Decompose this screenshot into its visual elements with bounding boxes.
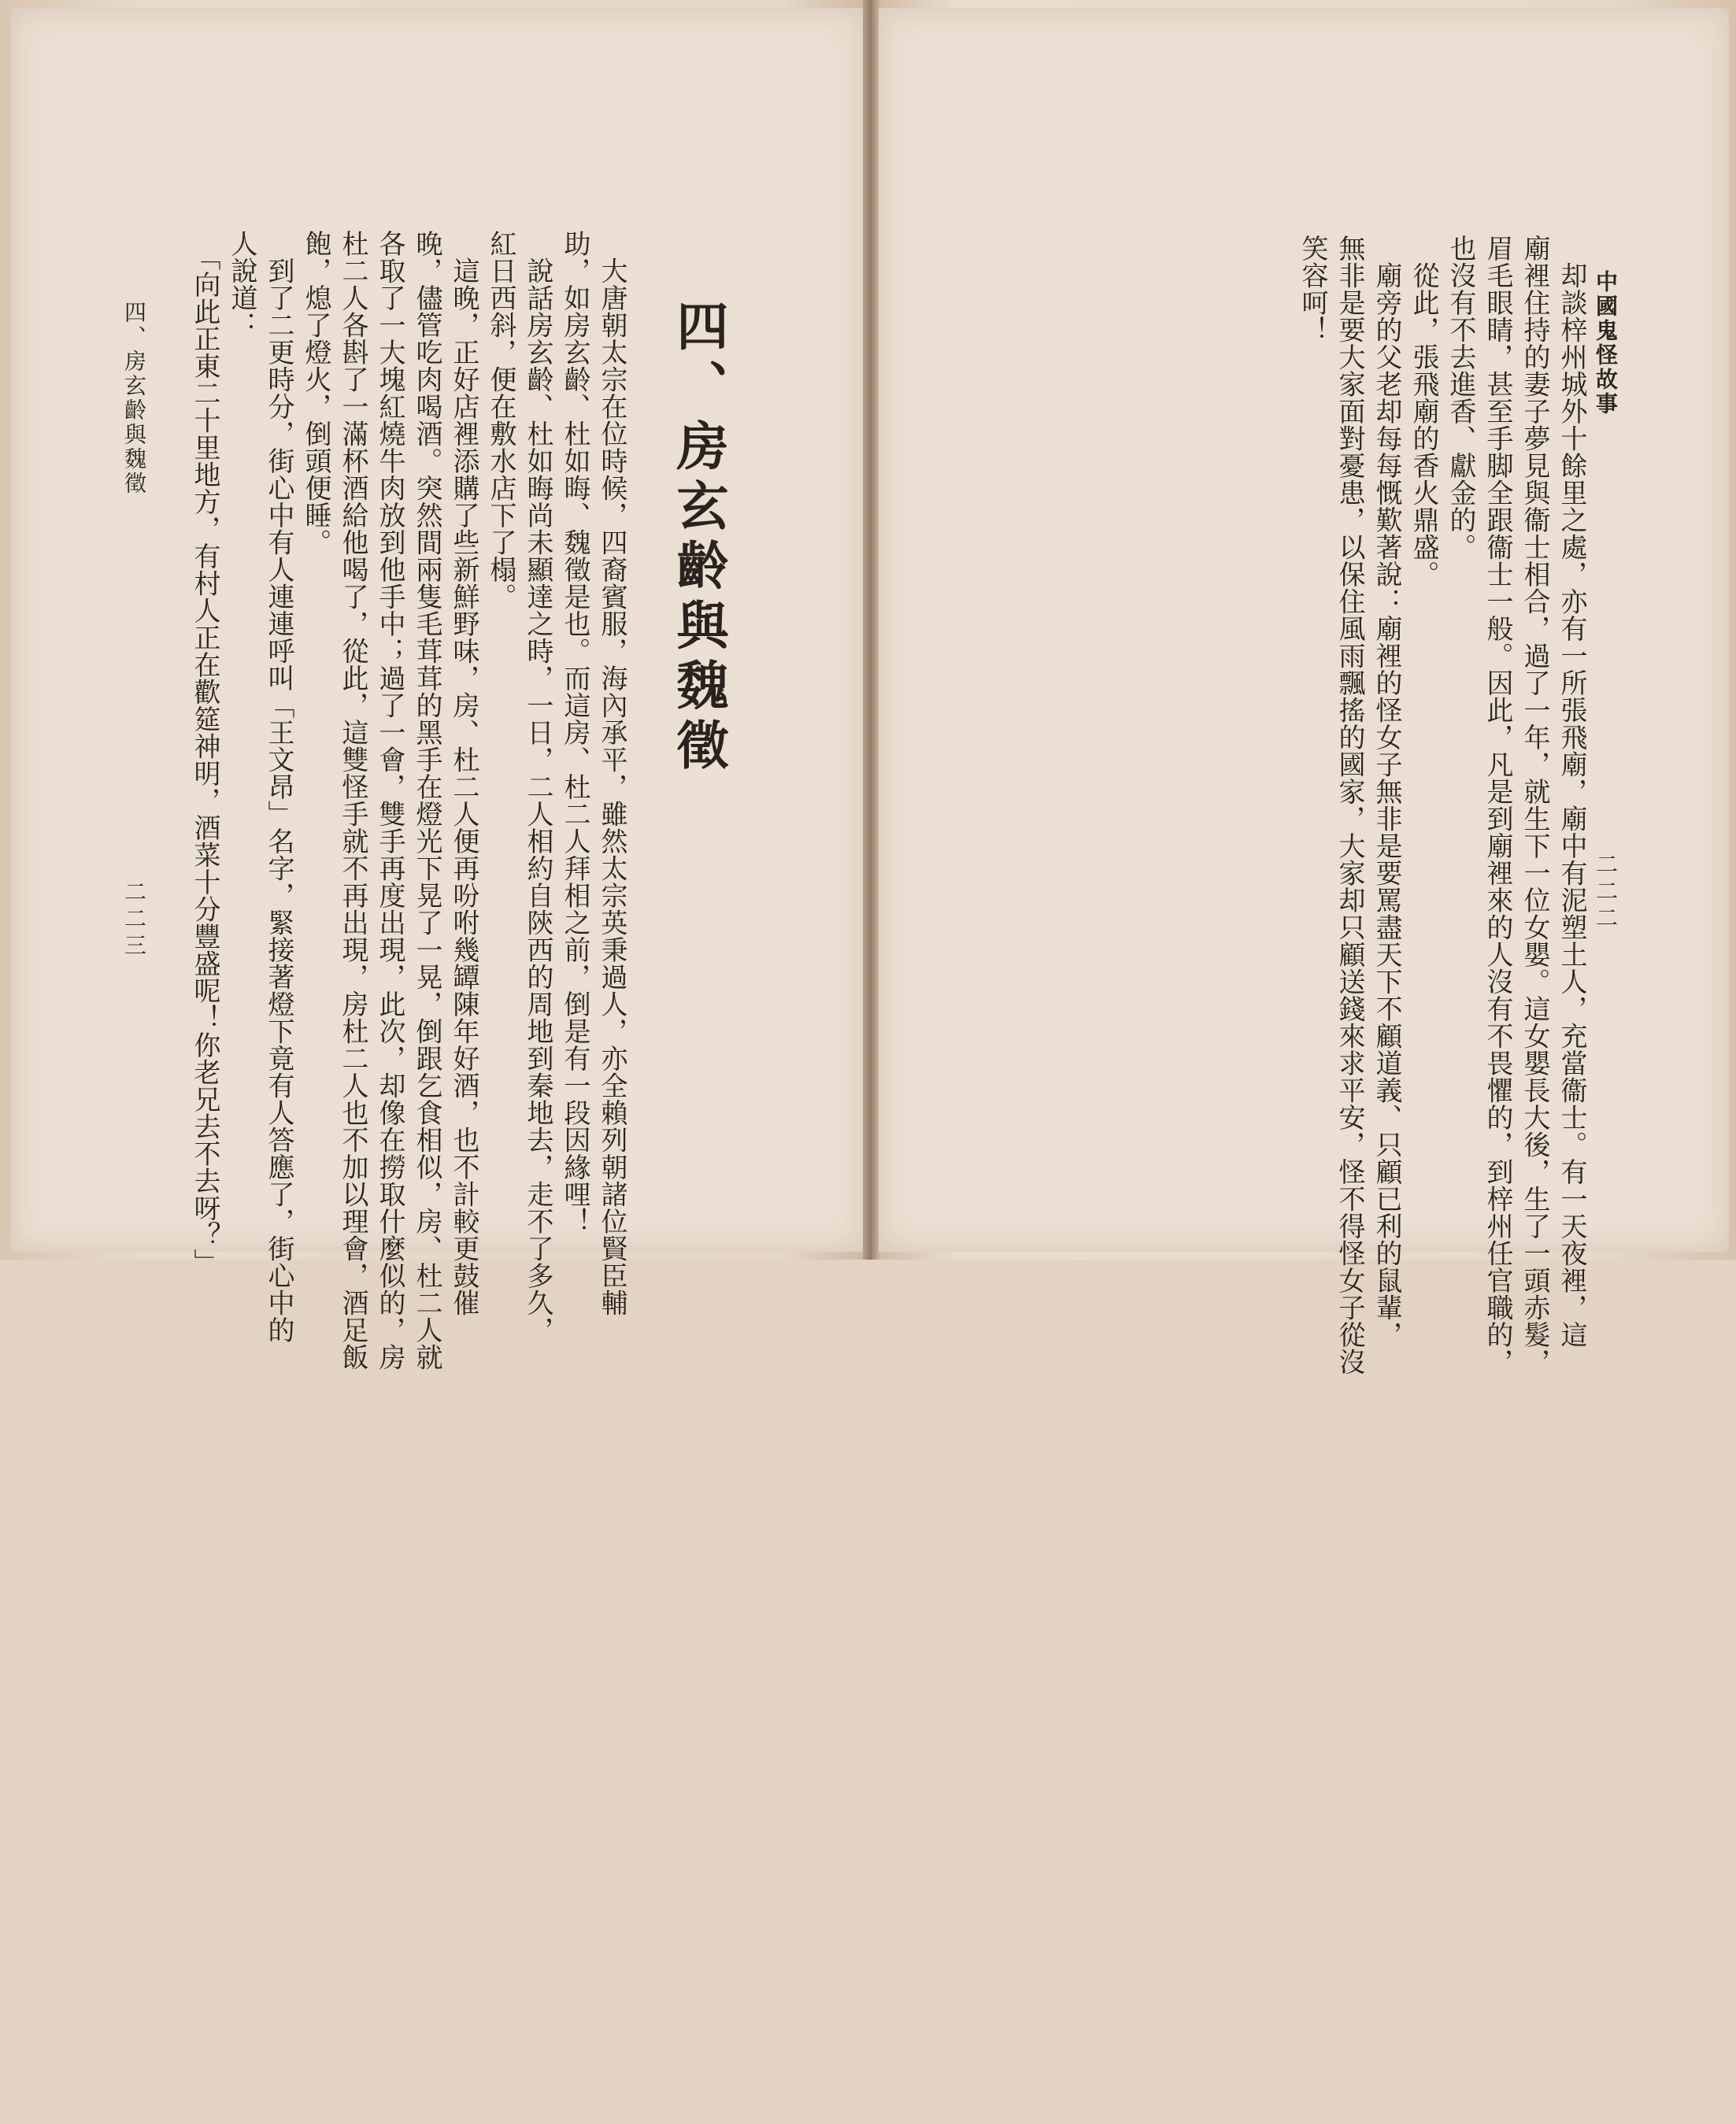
left-page [11, 8, 864, 1371]
text-line: 廟旁的父老却每每慨歎著說：廟裡的怪女子無非是要罵盡天下不顧道義、只顧已利的鼠輩， [1371, 235, 1402, 1349]
text-line: 各取了一大塊紅燒牛肉放到他手中；過了一會，雙手再度出現，此次，却像在撈取什麼似的，房 [374, 230, 405, 1371]
text-line: 「向此正東二十里地方，有村人正在歡筵神明，酒菜十分豐盛呢！你老兄去不去呀？」 [189, 230, 220, 1276]
running-footer-title: 四、房玄齡與魏徵 [121, 301, 147, 496]
text-line: 笑容呵！ [1297, 235, 1328, 343]
text-line: 紅日西斜，便在敷水店下了榻。 [485, 230, 516, 610]
right-page [879, 8, 1729, 1375]
text-line: 也沒有不去進香、獻金的。 [1445, 235, 1476, 561]
book-gutter [863, 0, 880, 1260]
page-number: 二二三 [121, 880, 147, 960]
chapter-title: 四、房玄齡與魏徵 [668, 299, 729, 778]
running-head: 中國鬼怪故事 [1593, 270, 1619, 416]
text-line: 飽，熄了燈火，倒頭便睡。 [300, 230, 331, 556]
text-line: 助，如房玄齡、杜如晦、魏徵是也。而這房、杜二人拜相之前，倒是有一段因緣哩！ [559, 230, 590, 1235]
page-number: 二二二 [1593, 853, 1619, 933]
text-line: 這晚，正好店裡添購了些新鮮野味，房、杜二人便再吩咐幾罈陳年好酒，也不計較更鼓催 [448, 230, 479, 1316]
text-line: 廟裡住持的妻子夢見與衞士相合，過了一年，就生下一位女嬰。這女嬰長大後，生了一頭赤髮， [1519, 235, 1550, 1375]
text-line: 人說道： [226, 230, 257, 339]
text-line: 到了二更時分，街心中有人連連呼叫「王文昂」名字，緊接著燈下竟有人答應了，街心中的 [263, 230, 294, 1344]
text-line: 晚，儘管吃肉喝酒。突然間兩隻毛茸茸的黑手在燈光下晃了一晃，倒跟乞食相似，房、杜二人就 [411, 230, 442, 1371]
text-line: 眉毛眼睛，甚至手脚全跟衞士一般。因此，凡是到廟裡來的人沒有不畏懼的，到梓州任官職的， [1482, 235, 1513, 1375]
text-line: 却談梓州城外十餘里之處，亦有一所張飛廟，廟中有泥塑土人，充當衞士。有一天夜裡，這 [1556, 235, 1587, 1349]
text-line: 說話房玄齡、杜如晦尚未顯達之時，一日，二人相約自陝西的周地到秦地去，走不了多久， [522, 230, 553, 1344]
text-line: 從此，張飛廟的香火鼎盛。 [1408, 235, 1439, 588]
text-line: 大唐朝太宗在位時候，四裔賓服，海內承平，雖然太宗英秉過人，亦全賴列朝諸位賢臣輔 [596, 230, 627, 1316]
text-line: 杜二人各斟了一滿杯酒給他喝了，從此，這雙怪手就不再出現，房杜二人也不加以理會，酒足飯 [337, 230, 368, 1371]
text-line: 無非是要大家面對憂患，以保住風雨飄搖的國家，大家却只顧送錢來求平安，怪不得怪女子從沒 [1334, 235, 1365, 1375]
